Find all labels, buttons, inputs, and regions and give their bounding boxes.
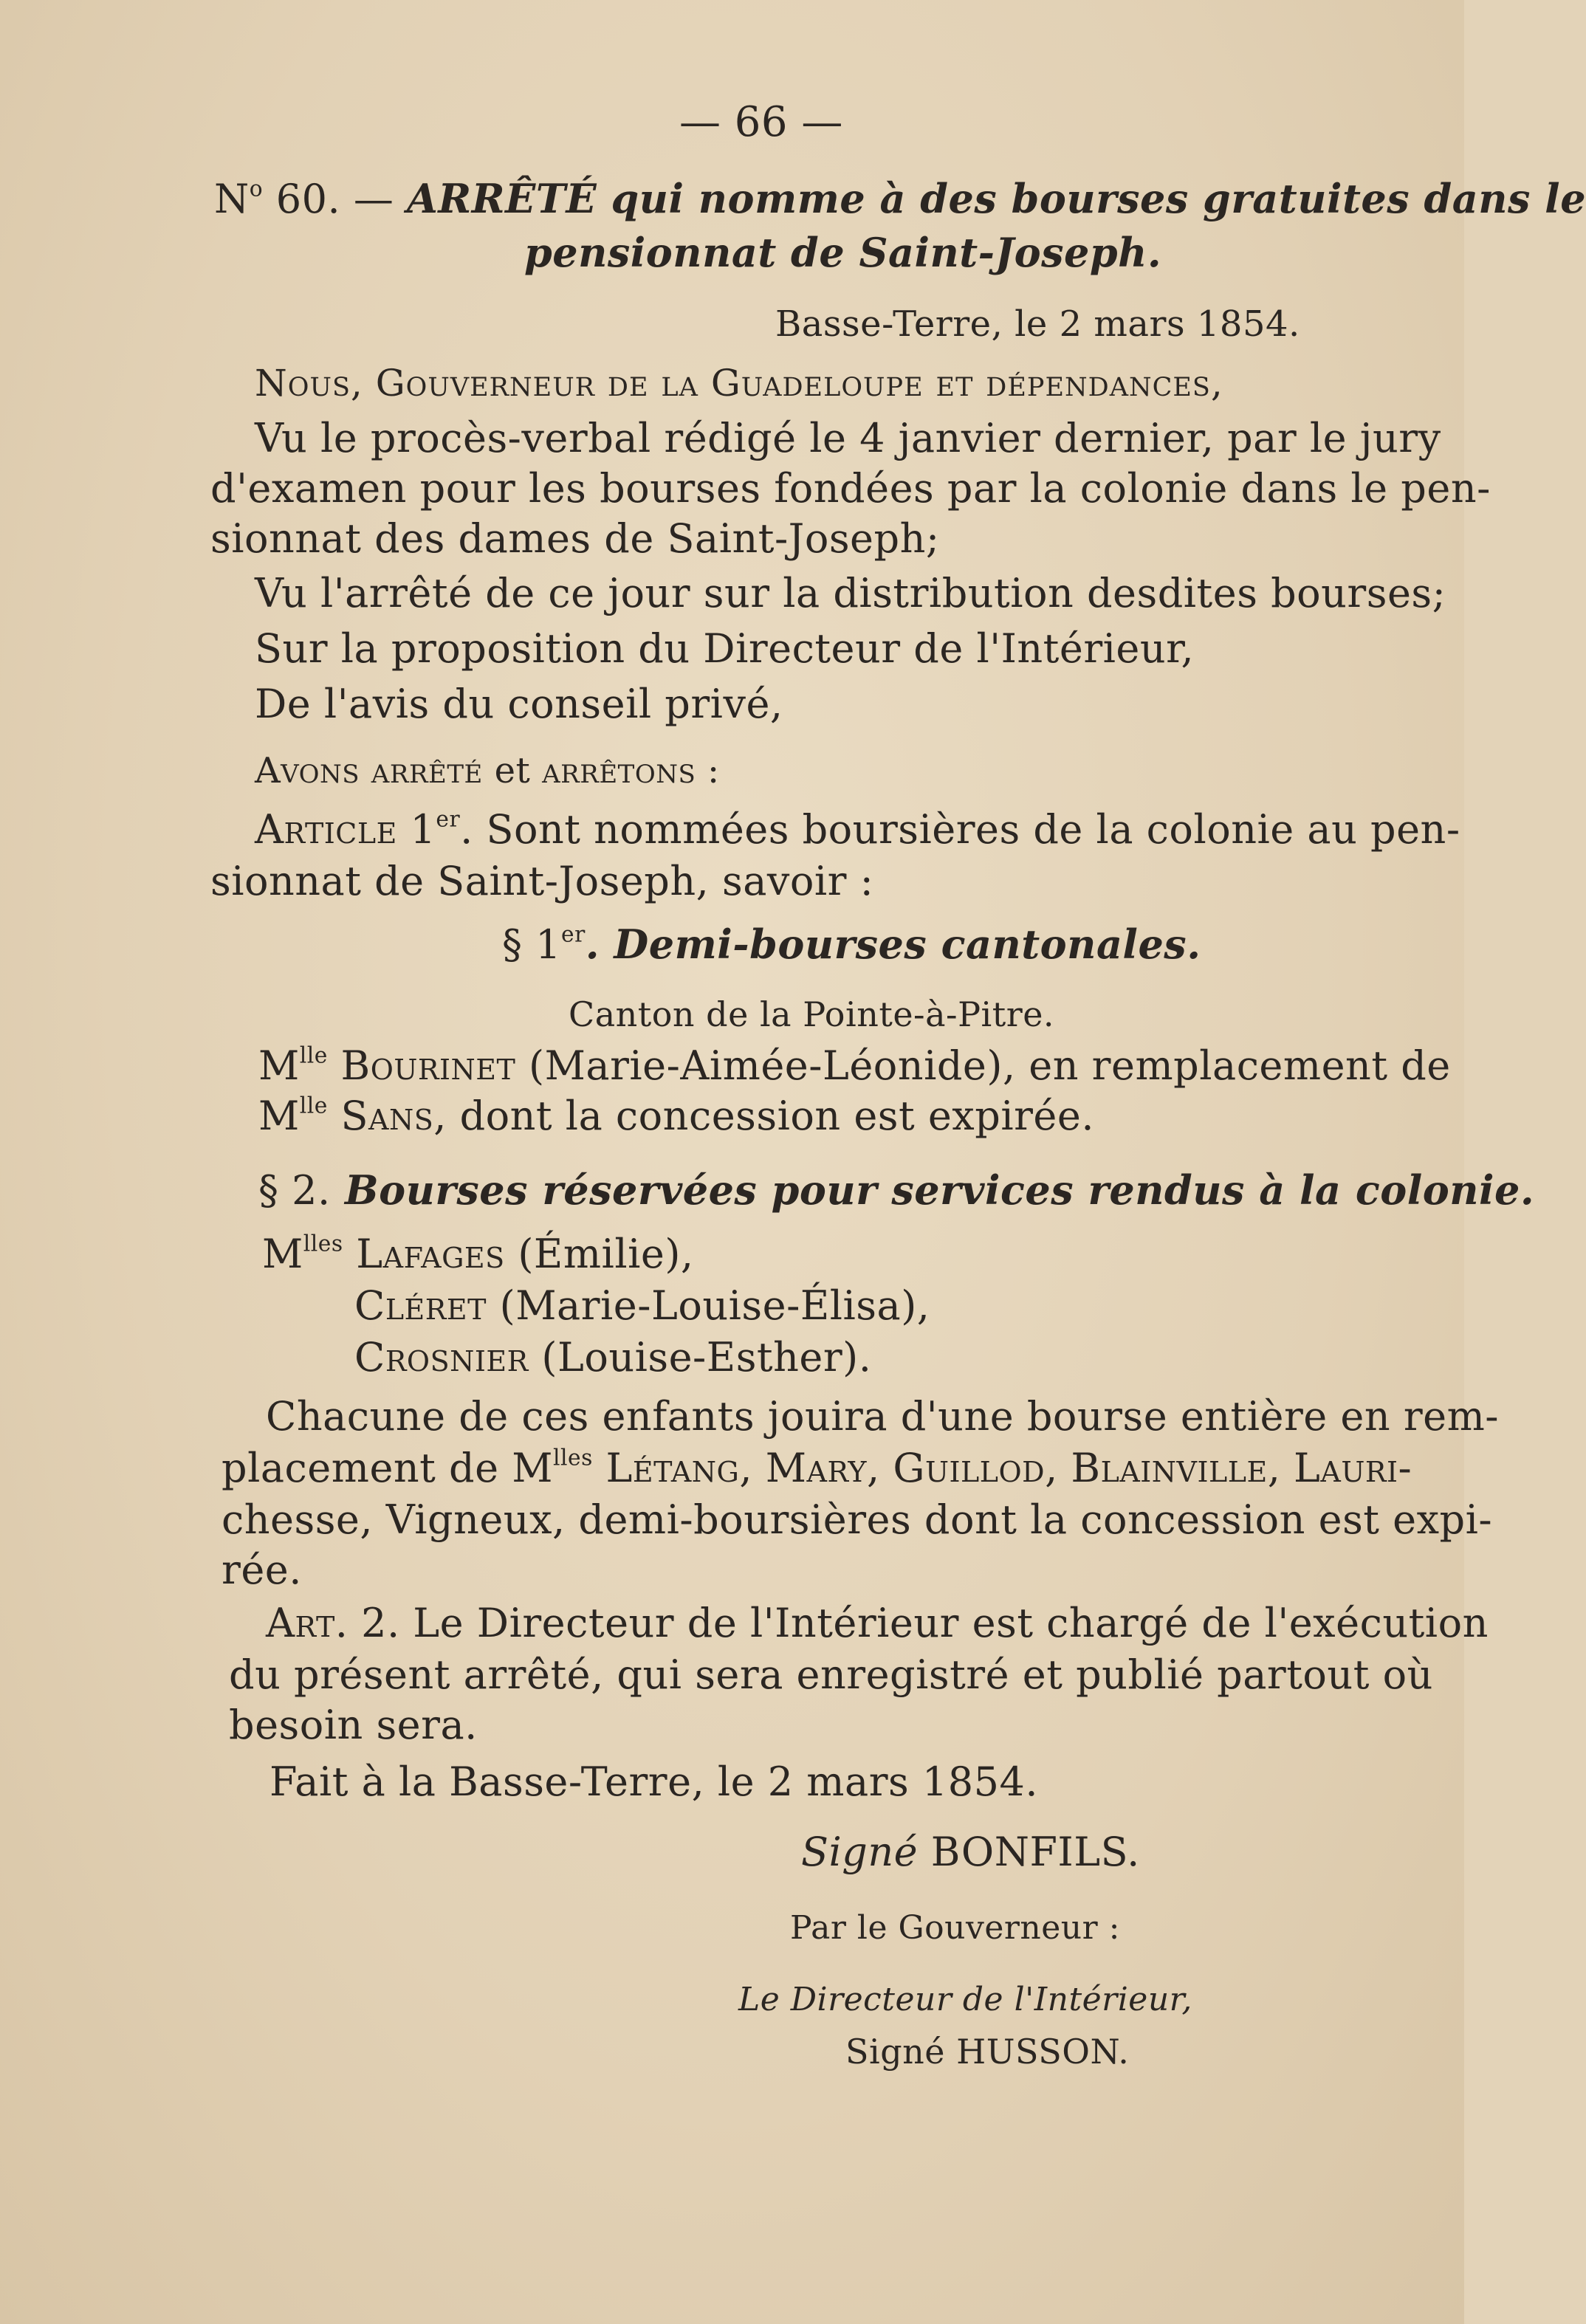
article1-text: . Sont nommées boursières de la colonie au pen- [460,806,1460,853]
signature-bonfils [801,1827,1140,1877]
fait-line: Fait à la Basse-Terre, le 2 mars 1854. [270,1759,1038,1805]
decree-word-et: et [482,750,543,791]
boursiere-line-3 [354,1333,871,1383]
bourinet-name: Bourinet [327,1042,516,1089]
section1-mark-sup: er [561,921,586,948]
consideration-line: sionnat des dames de Saint-Joseph; [210,515,940,562]
article1-label-sup: er [436,806,461,833]
chacune-line2 [222,1443,1412,1493]
bourinet-title-sup: lle [299,1042,328,1069]
boursiere-surname: Crosnier [354,1334,529,1381]
section2-title: Bourses réservées pour services rendus à la colonie. [330,1166,1535,1214]
section1-heading [502,919,1201,970]
decree-word-arretons: arrêtons [542,750,696,791]
bourinet-title: M [258,1042,300,1089]
chacune-line2-b: Létang, Mary, Guillod, Blainville, Lauri- [592,1445,1412,1491]
arrete-number-sup: o [249,176,264,202]
decree-line [255,746,720,796]
sans-name: Sans [327,1093,434,1139]
governor-line: Nous, Gouverneur de la Guadeloupe et dépendances, [255,362,1223,405]
directeur-interieur: Le Directeur de l'Intérieur, [738,1981,1192,2018]
sans-title: M [258,1093,300,1139]
sans-rest: , dont la concession est expirée. [433,1093,1094,1139]
boursiere-given: (Louise-Esther). [528,1334,872,1381]
section1-mark: § 1 [502,921,562,968]
bourinet-line2 [258,1091,1094,1141]
chacune-line1: Chacune de ces enfants jouira d'une bourse entière en rem- [266,1393,1500,1440]
signature-signe: Signé [801,1829,919,1875]
par-gouverneur: Par le Gouverneur : [790,1909,1120,1947]
section2-mark: § 2. [258,1167,331,1214]
consideration-line: Vu le procès-verbal rédigé le 4 janvier dernier, par le jury [255,415,1441,461]
article1-label: Article 1 [255,806,436,853]
boursieres-title-sup: lles [303,1231,343,1257]
article2-line2: du présent arrêté, qui sera enregistré et publié partout où [229,1651,1433,1698]
consideration-line: Sur la proposition du Directeur de l'Intérieur, [255,625,1195,672]
section2-heading [258,1165,1534,1216]
article1-line2: sionnat de Saint-Joseph, savoir : [210,858,874,904]
arrete-number: 60. — [263,176,394,222]
bourinet-line1 [258,1041,1451,1091]
boursiere-line-2 [354,1281,930,1331]
article1-line1 [255,805,1460,855]
article2-line1 [266,1598,1489,1649]
bourinet-rest: (Marie-Aimée-Léonide), en remplacement de [515,1042,1451,1089]
boursiere-surname: Cléret [354,1282,487,1329]
consideration-line: De l'avis du conseil privé, [255,681,783,727]
boursiere-given: (Émilie), [504,1231,694,1277]
arrete-title-line2: pensionnat de Saint-Joseph. [524,229,1162,276]
arrete-heading-line1 [214,173,1586,224]
decree-colon: : [696,750,720,791]
chacune-line4: rée. [222,1547,302,1593]
signature-husson: Signé HUSSON. [845,2032,1130,2072]
canton-heading: Canton de la Pointe-à-Pitre. [569,994,1055,1034]
section1-title: . Demi-bourses cantonales. [585,921,1201,968]
consideration-line: d'examen pour les bourses fondées par la colonie dans le pen- [210,465,1491,512]
arrete-number-prefix: N [214,176,250,222]
place-date: Basse-Terre, le 2 mars 1854. [775,303,1300,345]
sans-title-sup: lle [299,1093,328,1119]
chacune-line3: chesse, Vigneux, demi-boursières dont la concession est expi- [222,1496,1493,1543]
signature-name: BONFILS. [918,1829,1140,1875]
chacune-line2-sup: lles [553,1445,593,1471]
page-number: — 66 — [679,98,843,146]
article2-label: Art. 2. [266,1600,400,1646]
boursieres-title: M [262,1231,303,1277]
boursiere-given: (Marie-Louise-Élisa), [487,1282,930,1329]
consideration-line: Vu l'arrêté de ce jour sur la distribution desdites bourses; [255,570,1446,616]
decree-word-avons: Avons arrêté [255,750,483,791]
boursiere-surname: Lafages [356,1231,505,1277]
arrete-title-line1: ARRÊTÉ qui nomme à des bourses gratuites dans le [407,175,1586,222]
chacune-line2-a: placement de M [222,1445,554,1491]
article2-text: Le Directeur de l'Intérieur est chargé de l'exécution [399,1600,1489,1646]
article2-line3: besoin sera. [229,1702,478,1748]
boursiere-line-1 [262,1229,694,1279]
